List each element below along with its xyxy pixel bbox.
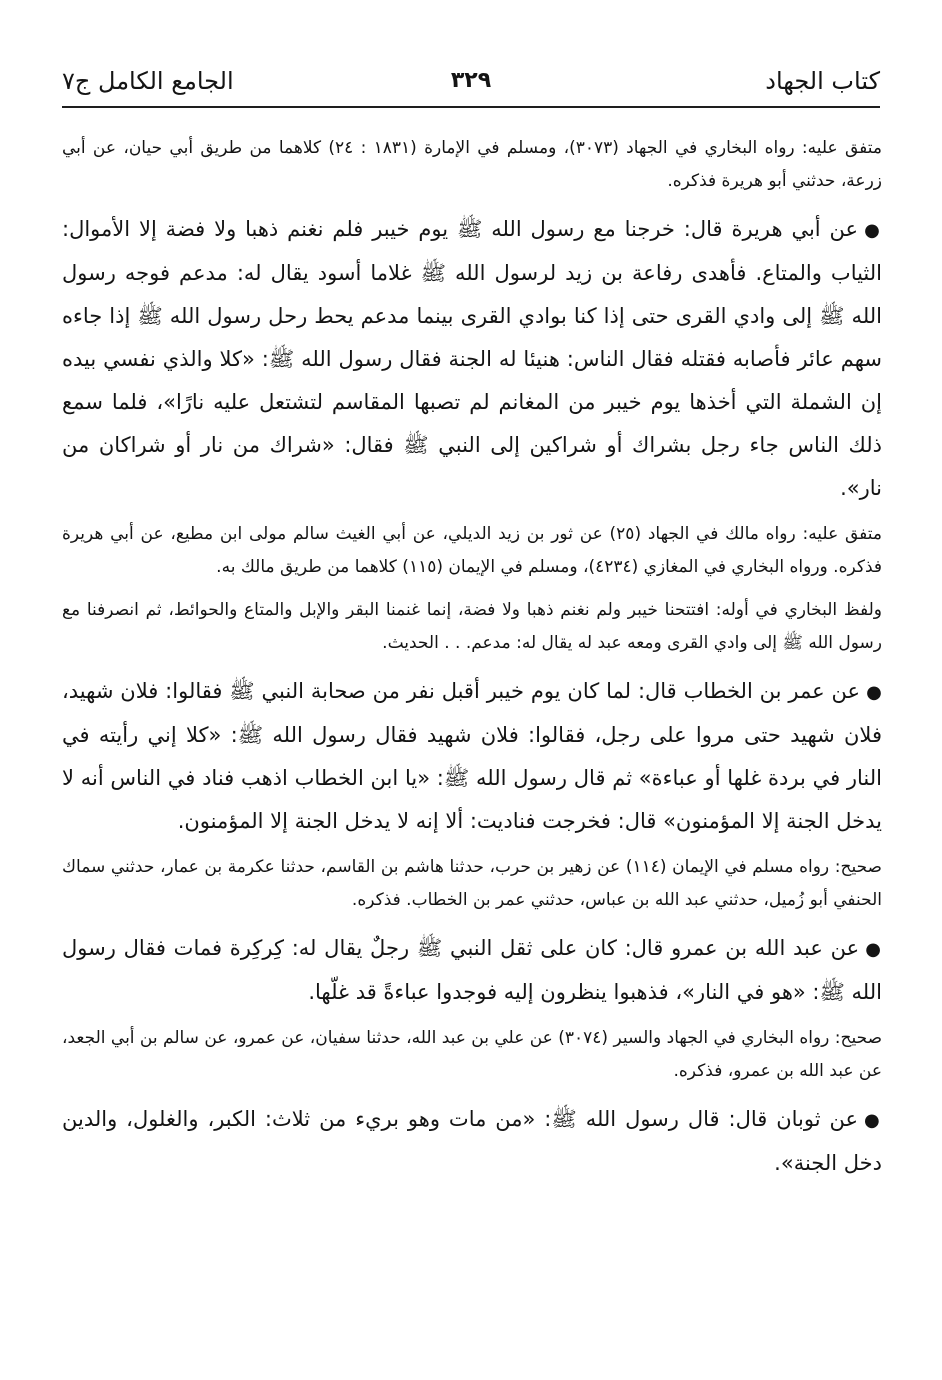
hadith-paragraph [62, 670, 882, 843]
hadith-text: عن عبد الله بن عمرو قال: كان على ثقل النبي ﷺ رجلٌ يقال له: كِركِرة فمات فقال رسول الله ﷺ: «هو في النار»، فذهبوا ينظرون إليه فوجدوا عباءةً قد غلّها. [62, 936, 882, 1004]
volume-title: الجامع الكامل ج٧ [62, 67, 234, 95]
header-divider [62, 106, 880, 108]
bullet-icon: ● [864, 1110, 882, 1131]
source-note: ولفظ البخاري في أوله: افتتحنا خيبر ولم نغنم ذهبا ولا فضة، إنما غنمنا البقر والإبل والمتاع والحوائط، ثم انصرفنا مع رسول الله ﷺ إلى وادي القرى ومعه عبد له يقال له: مدعم. . . الحديث. [62, 600, 882, 653]
bullet-icon: ● [866, 682, 882, 703]
source-note: متفق عليه: رواه البخاري في الجهاد (٣٠٧٣)، ومسلم في الإمارة (١٨٣١ : ٢٤) كلاهما من طريق أبي حيان، عن أبي زرعة، حدثني أبو هريرة فذكره. [62, 138, 882, 191]
hadith-text: عن أبي هريرة قال: خرجنا مع رسول الله ﷺ يوم خيبر فلم نغنم ذهبا ولا فضة إلا الأموال: الثياب والمتاع. فأهدى رفاعة بن زيد لرسول الله ﷺ غلاما أسود يقال له: مدعم فوجه رسول الله ﷺ إلى وادي القرى حتى إذا كنا بوادي القرى بينما مدعم يحط رحل رسول الله ﷺ إذا جاءه سهم عائر فأصابه فقتله فقال الناس: هنيئا له الجنة فقال رسول الله ﷺ: «كلا والذي نفسي بيده إن الشملة التي أخذها يوم خيبر من المغانم لم تصبها المقاسم لتشتعل عليه نارًا»، فلما سمع ذلك الناس جاء رجل بشراك أو شراكين إلى النبي ﷺ فقال: «شراك من نار أو شراكان من نار». [62, 217, 882, 500]
source-note: صحيح: رواه مسلم في الإيمان (١١٤) عن زهير بن حرب، حدثنا هاشم بن القاسم، حدثنا عكرمة بن عمار، حدثني سماك الحنفي أبو زُميل، حدثني عبد الله بن عباس، حدثني عمر بن الخطاب. فذكره. [62, 857, 882, 910]
hadith-text: عن ثوبان قال: قال رسول الله ﷺ: «من مات وهو بريء من ثلاث: الكبر، والغلول، والدين دخل الجنة». [62, 1107, 882, 1175]
source-note: متفق عليه: رواه مالك في الجهاد (٢٥) عن ثور بن زيد الديلي، عن أبي الغيث سالم مولى ابن مطيع، عن أبي هريرة فذكره. ورواه البخاري في المغازي (٤٢٣٤)، ومسلم في الإيمان (١١٥) كلاهما من طريق مالك به. [62, 524, 882, 577]
page-number: ٣٢٩ [450, 68, 492, 93]
page-header [62, 64, 880, 106]
page-body [62, 132, 882, 1193]
hadith-paragraph [62, 208, 882, 510]
book-title: كتاب الجهاد [765, 67, 880, 95]
bullet-icon: ● [864, 220, 882, 241]
hadith-paragraph [62, 927, 882, 1014]
hadith-paragraph [62, 1098, 882, 1185]
bullet-icon: ● [865, 939, 882, 960]
source-note: صحيح: رواه البخاري في الجهاد والسير (٣٠٧٤) عن علي بن عبد الله، حدثنا سفيان، عن عمرو، عن سالم بن أبي الجعد، عن عبد الله بن عمرو، فذكره. [62, 1028, 883, 1081]
hadith-text: عن عمر بن الخطاب قال: لما كان يوم خيبر أقبل نفر من صحابة النبي ﷺ فقالوا: فلان شهيد، فلان شهيد حتى مروا على رجل، فقالوا: فلان شهيد فقال رسول الله ﷺ: «كلا إني رأيته في النار في بردة غلها أو عباءة» ثم قال رسول الله ﷺ: «يا ابن الخطاب اذهب فناد في الناس أنه لا يدخل الجنة إلا المؤمنون» قال: فخرجت فناديت: ألا إنه لا يدخل الجنة إلا المؤمنون. [62, 679, 882, 833]
